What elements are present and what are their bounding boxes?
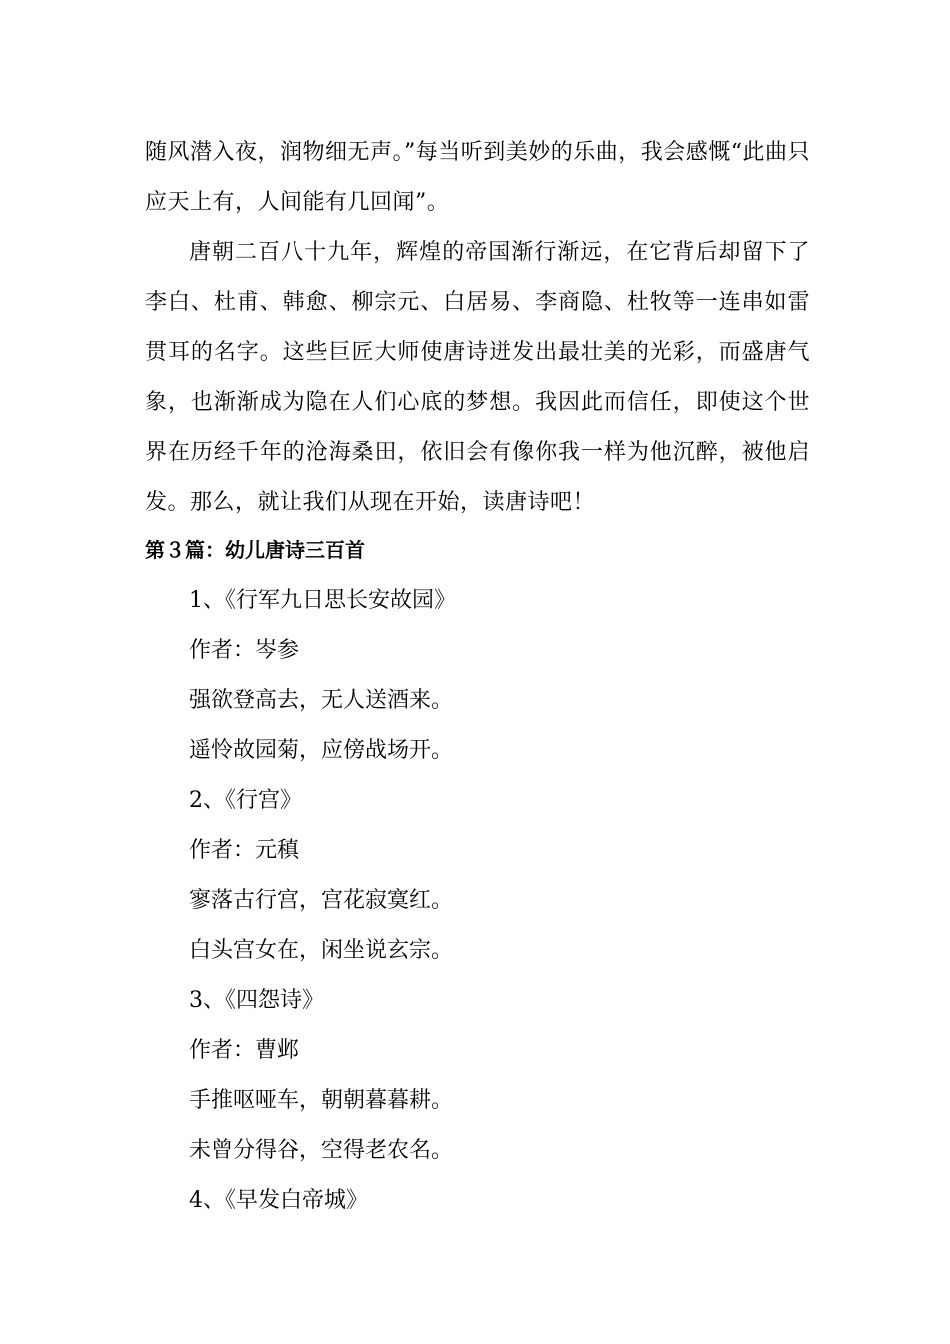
poem-line: 强欲登高去，无人送酒来。 — [189, 688, 454, 713]
poem-line: 未曾分得谷，空得老农名。 — [189, 1138, 454, 1163]
paragraph-1: 随风潜入夜，润物细无声。”每当听到美妙的乐曲，我会感慨“此曲只应天上有，人间能有几回闻”。 — [145, 140, 810, 215]
poem-title-4: 4、《早发白帝城》 — [189, 1188, 368, 1213]
poem-line: 遥怜故园菊，应傍战场开。 — [189, 738, 454, 763]
poem-line: 寥落古行宫，宫花寂寞红。 — [189, 888, 454, 913]
poem-title-2: 2、《行宫》 — [189, 788, 302, 813]
section-heading: 第３篇：幼儿唐诗三百首 — [145, 538, 365, 562]
poem-title-3: 3、《四怨诗》 — [189, 988, 324, 1013]
poem-line: 白头宫女在，闲坐说玄宗。 — [189, 938, 454, 963]
poem-author-2: 作者：元稹 — [189, 838, 300, 863]
poem-title-1: 1、《行军九日思长安故园》 — [189, 588, 456, 613]
poem-line: 手推呕哑车，朝朝暮暮耕。 — [189, 1088, 454, 1113]
paragraph-2: 唐朝二百八十九年，辉煌的帝国渐行渐远，在它背后却留下了李白、杜甫、韩愈、柳宗元、白居易、李商隐、杜牧等一连串如雷贯耳的名字。这些巨匠大师使唐诗迸发出最壮美的光彩，而盛唐气象，也渐渐成为隐在人们心底的梦想。我因此而信任，即使这个世界在历经千年的沧海桑田，依旧会有像你我一样为他沉醉，被他启发。那么，就让我们从现在开始，读唐诗吧！ — [145, 240, 810, 515]
poem-author-3: 作者：曹邺 — [189, 1038, 300, 1063]
poem-author-1: 作者：岑参 — [189, 638, 300, 663]
poem-list — [189, 576, 456, 1226]
